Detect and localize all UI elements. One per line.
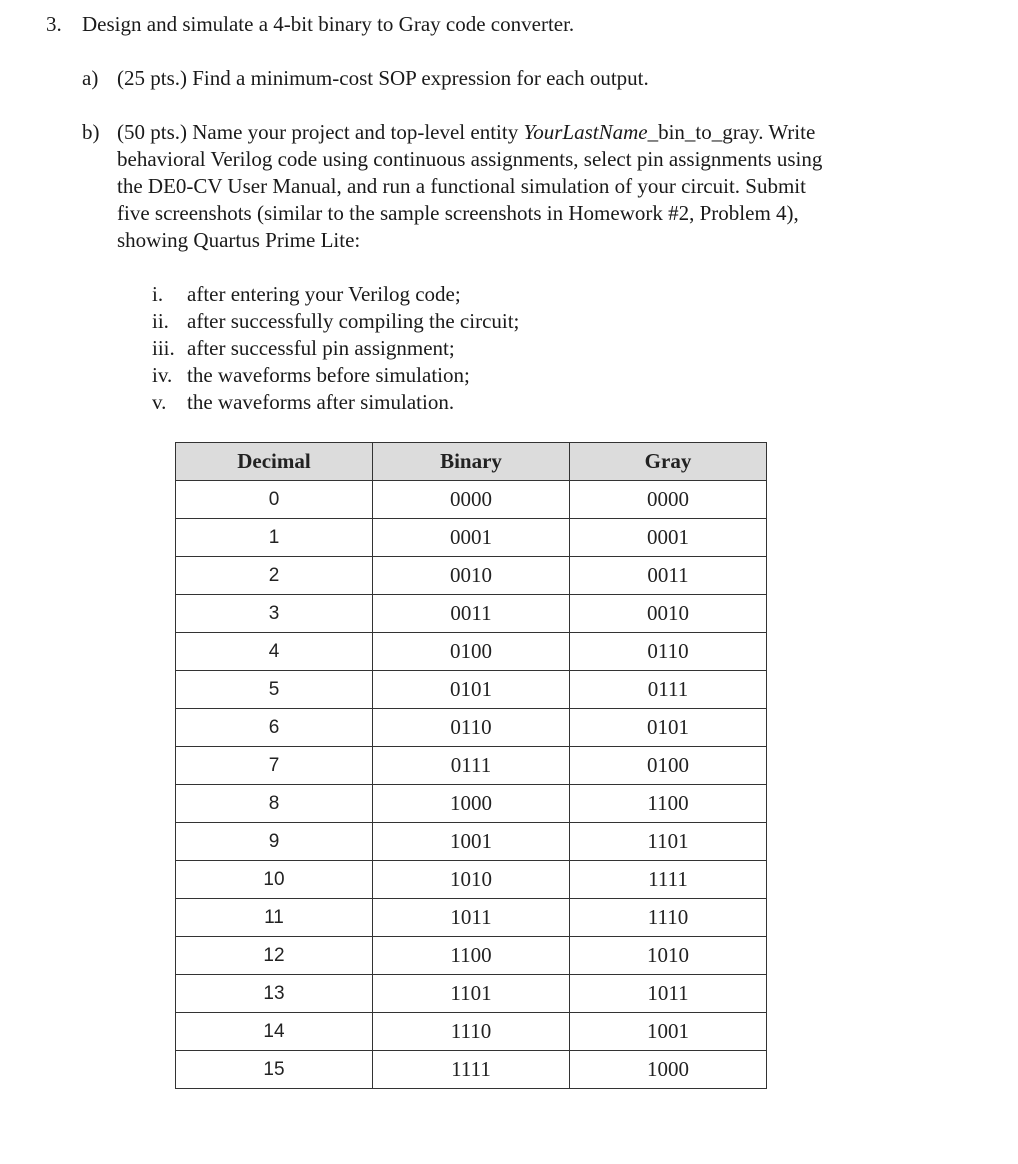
table-row bbox=[176, 1013, 767, 1051]
table-row bbox=[176, 595, 767, 633]
table-row bbox=[176, 709, 767, 747]
gray-cell: 1000 bbox=[570, 1051, 767, 1089]
sub-item-label: iv. bbox=[152, 363, 173, 387]
gray-cell: 0001 bbox=[570, 519, 767, 557]
gray-cell: 0101 bbox=[570, 709, 767, 747]
gray-cell: 0011 bbox=[570, 557, 767, 595]
decimal-cell: 4 bbox=[176, 633, 373, 671]
part-b-line-1 bbox=[117, 119, 815, 146]
problem-number: 3. bbox=[46, 12, 62, 36]
sub-item-label: v. bbox=[152, 390, 167, 414]
conversion-table bbox=[175, 442, 767, 1089]
decimal-cell: 13 bbox=[176, 975, 373, 1013]
gray-cell: 1011 bbox=[570, 975, 767, 1013]
decimal-cell: 6 bbox=[176, 709, 373, 747]
problem-title: Design and simulate a 4-bit binary to Gray code converter. bbox=[82, 12, 575, 36]
table-row bbox=[176, 975, 767, 1013]
sub-item-text: after successfully compiling the circuit; bbox=[187, 309, 520, 333]
gray-cell: 0110 bbox=[570, 633, 767, 671]
gray-cell: 1010 bbox=[570, 937, 767, 975]
table-header-row bbox=[176, 443, 767, 481]
part-b-line-1-post: _bin_to_gray. Write bbox=[647, 120, 816, 144]
sub-item-text: the waveforms after simulation. bbox=[187, 390, 455, 414]
binary-cell: 0000 bbox=[373, 481, 570, 519]
binary-cell: 1101 bbox=[373, 975, 570, 1013]
gray-cell: 1111 bbox=[570, 861, 767, 899]
table-row bbox=[176, 747, 767, 785]
decimal-cell: 9 bbox=[176, 823, 373, 861]
part-b-line-1-pre: (50 pts.) Name your project and top-level entity bbox=[117, 120, 524, 144]
table-row bbox=[176, 557, 767, 595]
gray-cell: 1100 bbox=[570, 785, 767, 823]
decimal-cell: 5 bbox=[176, 671, 373, 709]
table-row bbox=[176, 481, 767, 519]
binary-cell: 0100 bbox=[373, 633, 570, 671]
part-a-label: a) bbox=[82, 66, 99, 90]
table-row bbox=[176, 519, 767, 557]
sub-item-text: the waveforms before simulation; bbox=[187, 363, 470, 387]
decimal-cell: 14 bbox=[176, 1013, 373, 1051]
decimal-cell: 2 bbox=[176, 557, 373, 595]
table-row bbox=[176, 1051, 767, 1089]
binary-cell: 1010 bbox=[373, 861, 570, 899]
column-header-gray: Gray bbox=[570, 443, 767, 481]
sub-item-label: i. bbox=[152, 282, 164, 306]
part-b-line-5: showing Quartus Prime Lite: bbox=[117, 228, 361, 252]
binary-cell: 0101 bbox=[373, 671, 570, 709]
table-row bbox=[176, 671, 767, 709]
binary-cell: 0110 bbox=[373, 709, 570, 747]
column-header-binary: Binary bbox=[373, 443, 570, 481]
decimal-cell: 15 bbox=[176, 1051, 373, 1089]
part-b-label: b) bbox=[82, 120, 100, 144]
part-b-line-4: five screenshots (similar to the sample screenshots in Homework #2, Problem 4), bbox=[117, 201, 799, 225]
gray-cell: 1001 bbox=[570, 1013, 767, 1051]
binary-cell: 0010 bbox=[373, 557, 570, 595]
table-row bbox=[176, 861, 767, 899]
part-b-line-2: behavioral Verilog code using continuous assignments, select pin assignments using bbox=[117, 147, 823, 171]
gray-cell: 1110 bbox=[570, 899, 767, 937]
binary-cell: 1001 bbox=[373, 823, 570, 861]
decimal-cell: 10 bbox=[176, 861, 373, 899]
decimal-cell: 11 bbox=[176, 899, 373, 937]
table-row bbox=[176, 633, 767, 671]
part-a-text: (25 pts.) Find a minimum-cost SOP expression for each output. bbox=[117, 66, 649, 90]
binary-cell: 1000 bbox=[373, 785, 570, 823]
column-header-decimal: Decimal bbox=[176, 443, 373, 481]
table-row bbox=[176, 785, 767, 823]
gray-cell: 1101 bbox=[570, 823, 767, 861]
decimal-cell: 0 bbox=[176, 481, 373, 519]
gray-cell: 0000 bbox=[570, 481, 767, 519]
part-b-line-3: the DE0-CV User Manual, and run a functional simulation of your circuit. Submit bbox=[117, 174, 806, 198]
gray-cell: 0100 bbox=[570, 747, 767, 785]
table-row bbox=[176, 823, 767, 861]
decimal-cell: 3 bbox=[176, 595, 373, 633]
binary-cell: 0111 bbox=[373, 747, 570, 785]
gray-cell: 0010 bbox=[570, 595, 767, 633]
sub-item-text: after entering your Verilog code; bbox=[187, 282, 461, 306]
binary-cell: 1110 bbox=[373, 1013, 570, 1051]
decimal-cell: 7 bbox=[176, 747, 373, 785]
binary-cell: 1011 bbox=[373, 899, 570, 937]
sub-item-text: after successful pin assignment; bbox=[187, 336, 455, 360]
part-b-entity-name: YourLastName bbox=[523, 120, 648, 144]
sub-item-label: ii. bbox=[152, 309, 169, 333]
table-row bbox=[176, 937, 767, 975]
decimal-cell: 1 bbox=[176, 519, 373, 557]
decimal-cell: 12 bbox=[176, 937, 373, 975]
sub-item-label: iii. bbox=[152, 336, 175, 360]
decimal-cell: 8 bbox=[176, 785, 373, 823]
binary-cell: 1111 bbox=[373, 1051, 570, 1089]
gray-cell: 0111 bbox=[570, 671, 767, 709]
binary-cell: 0011 bbox=[373, 595, 570, 633]
binary-cell: 0001 bbox=[373, 519, 570, 557]
table-row bbox=[176, 899, 767, 937]
binary-cell: 1100 bbox=[373, 937, 570, 975]
